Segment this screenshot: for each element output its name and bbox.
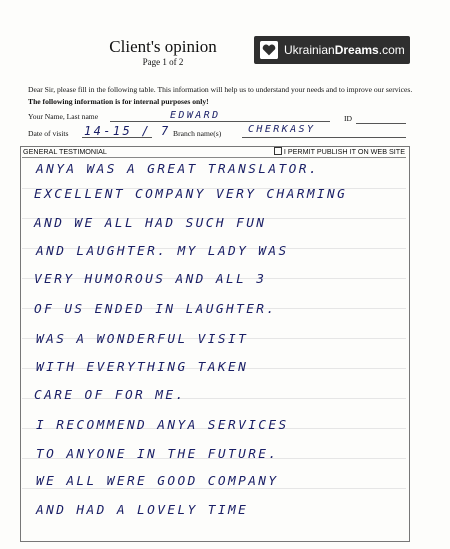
- handwritten-testimonial: [36, 160, 440, 530]
- testimonial-line: WITH EVERYTHING TAKEN: [36, 360, 249, 375]
- heart-icon: [260, 41, 278, 59]
- publish-checkbox[interactable]: [274, 147, 282, 155]
- testimonial-line: I RECOMMEND ANYA SERVICES: [36, 418, 289, 433]
- testimonial-line: AND HAD A LOVELY TIME: [36, 503, 249, 518]
- branch-field-value: CHERKASY: [248, 124, 316, 135]
- date-field-value: 14-15 / 7: [84, 124, 171, 138]
- intro-text: [28, 84, 418, 108]
- testimonial-line: AND LAUGHTER. MY LADY WAS: [36, 244, 289, 259]
- intro-bold-note: The following information is for internal purposes only!: [28, 97, 209, 106]
- testimonial-line: VERY HUMOROUS AND ALL 3: [34, 272, 267, 287]
- id-field-line[interactable]: [356, 113, 406, 124]
- publish-permission[interactable]: [274, 147, 405, 156]
- testimonial-header-label: GENERAL TESTIMONIAL: [23, 147, 107, 156]
- name-label: Your Name, Last name: [28, 112, 99, 121]
- id-label: ID: [344, 114, 353, 123]
- date-label: Date of visits: [28, 129, 69, 138]
- page-indicator: Page 1 of 2: [142, 57, 184, 67]
- testimonial-line: ANYA WAS A GREAT TRANSLATOR.: [36, 162, 319, 177]
- testimonial-line: EXCELLENT COMPANY VERY CHARMING: [34, 187, 348, 202]
- logo-text-suffix: .com: [378, 43, 405, 57]
- logo-text-light: Ukrainian: [284, 43, 335, 57]
- brand-logo: [254, 36, 410, 64]
- testimonial-header: [22, 147, 406, 158]
- publish-permission-label: I PERMIT PUBLISH IT ON WEB SITE: [283, 147, 405, 156]
- form-title: Client's opinion: [109, 37, 217, 56]
- logo-text-bold: Dreams: [334, 43, 379, 57]
- testimonial-line: CARE OF FOR ME.: [34, 388, 186, 403]
- testimonial-line: OF US ENDED IN LAUGHTER.: [34, 302, 277, 317]
- testimonial-line: TO ANYONE IN THE FUTURE.: [36, 447, 279, 462]
- branch-label: Branch name(s): [173, 129, 222, 138]
- intro-paragraph: Dear Sir, please fill in the following table. This information will help us to understand your needs and to improve our services.: [28, 85, 413, 94]
- testimonial-line: WAS A WONDERFUL VISIT: [36, 332, 249, 347]
- name-field-value: EDWARD: [170, 110, 221, 121]
- testimonial-line: WE ALL WERE GOOD COMPANY: [36, 474, 279, 489]
- testimonial-line: AND WE ALL HAD SUCH FUN: [34, 216, 267, 231]
